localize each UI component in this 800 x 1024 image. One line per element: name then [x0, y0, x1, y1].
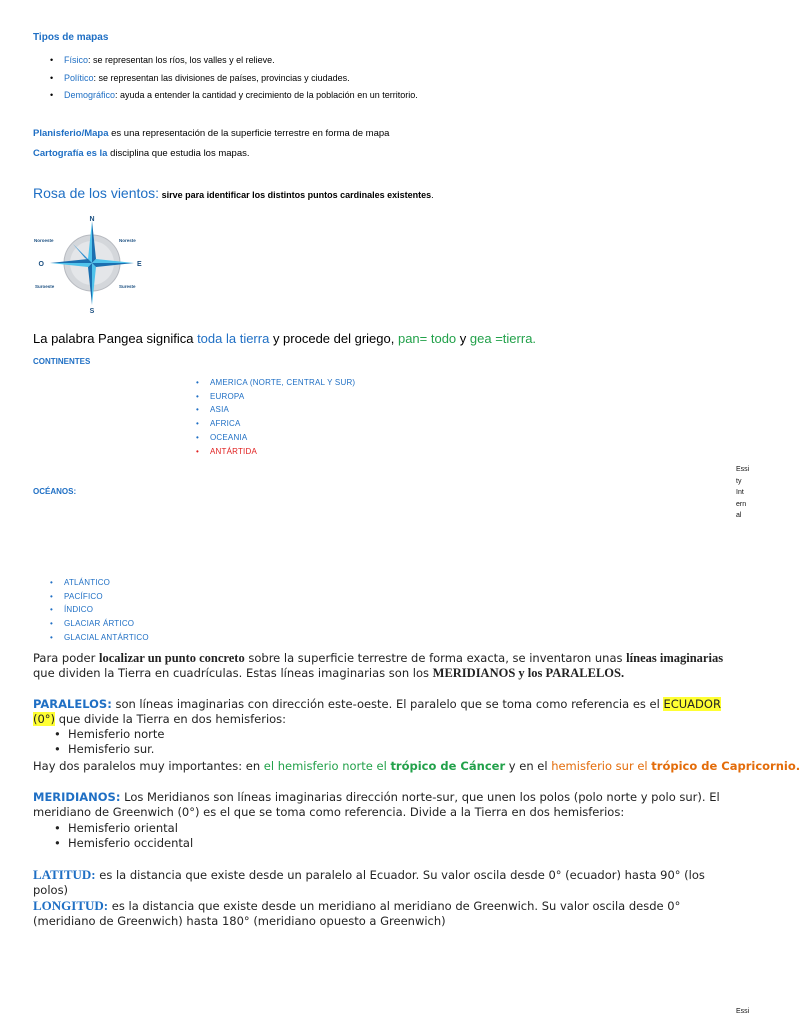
longitud-paragraph: LONGITUD: es la distancia que existe desde un meridiano al meridiano de Greenwich. Su valor oscila desde 0° (meridiano de Greenwich) hasta 180° (meridiano opuesto a Greenwich) — [33, 898, 681, 928]
watermark-bottom: Essi — [736, 1008, 750, 1015]
tipos-list — [46, 52, 418, 105]
compass-se-label: Sureste — [119, 284, 136, 289]
list-item: • AFRICA — [192, 417, 355, 431]
list-item: • GLACIAL ANTÁRTICO — [46, 631, 149, 645]
compass-e-label: E — [137, 261, 142, 268]
tipos-title: Tipos de mapas — [33, 32, 109, 43]
continentes-title: CONTINENTES — [33, 357, 91, 366]
compass-so-label: Suroeste — [35, 284, 55, 289]
paralelos-paragraph: PARALELOS: son líneas imaginarias con dirección este-oeste. El paralelo que se toma como referencia es el ECUADOR (0°) que divide la Tierra en dos hemisferios: — [33, 697, 721, 726]
list-item: • AMERICA (NORTE, CENTRAL Y SUR) — [192, 376, 355, 390]
list-item: • Político: se representan las divisiones de países, provincias y ciudades. — [46, 70, 418, 88]
ecuador-highlight: ECUADOR (0°) — [33, 697, 721, 726]
intro-paragraph: Para poder localizar un punto concreto sobre la superficie terrestre de forma exacta, se inventaron unas líneas imaginarias que dividen la Tierra en cuadrículas. Estas líneas imaginarias son los MERIDIANOS y los PARALELOS. — [33, 651, 724, 680]
rosa-heading: Rosa de los vientos: sirve para identificar los distintos puntos cardinales existentes. — [33, 185, 434, 201]
list-item: • Demográfico: ayuda a entender la cantidad y crecimiento de la población en un territorio. — [46, 87, 418, 105]
latitud-paragraph: LATITUD: es la distancia que existe desde un paralelo al Ecuador. Su valor oscila desde 0° (ecuador) hasta 90° (los polos) — [33, 867, 705, 897]
cartografia-line: Cartografía es la disciplina que estudia los mapas. — [33, 148, 250, 159]
compass-ne-label: Noreste — [119, 238, 136, 243]
continentes-list — [192, 376, 355, 458]
list-item: • ASIA — [192, 403, 355, 417]
list-item: • ATLÁNTICO — [46, 576, 149, 590]
list-item: • Hemisferio oriental — [50, 821, 193, 836]
list-item: • Hemisferio norte — [50, 727, 165, 742]
list-item: • GLACIAR ÁRTICO — [46, 617, 149, 631]
list-item: • EUROPA — [192, 390, 355, 404]
list-item: • Hemisferio sur. — [50, 742, 165, 757]
compass-rose-icon — [33, 212, 145, 314]
watermark: Essi ty Int ern al — [736, 466, 750, 519]
paralelos-list — [50, 727, 165, 757]
planisferio-line: Planisferio/Mapa es una representación de la superficie terrestre en forma de mapa — [33, 128, 390, 139]
list-item: • Hemisferio occidental — [50, 836, 193, 851]
list-item: • ÍNDICO — [46, 603, 149, 617]
compass-no-label: Noroeste — [34, 238, 54, 243]
list-item: • OCEANIA — [192, 431, 355, 445]
compass-n-label: N — [89, 216, 95, 223]
list-item: • ANTÁRTIDA — [192, 445, 355, 459]
pangea-sentence: La palabra Pangea significa toda la tierra y procede del griego, pan= todo y gea =tierra. — [33, 331, 537, 346]
list-item: • Físico: se representan los ríos, los valles y el relieve. — [46, 52, 418, 70]
compass-o-label: O — [38, 261, 44, 268]
meridianos-paragraph: MERIDIANOS: Los Meridianos son líneas imaginarias dirección norte-sur, que unen los polos (polo norte y polo sur). El meridiano de Greenwich (0°) es el que se toma como referencia. Divide a la Tierra en dos hemisferios: — [33, 790, 720, 819]
list-item: • PACÍFICO — [46, 590, 149, 604]
tropicos-line: Hay dos paralelos muy importantes: en el hemisferio norte el trópico de Cáncer y en el hemisferio sur el trópico de Capricornio. — [33, 759, 800, 773]
compass-rose-image — [33, 212, 145, 314]
oceanos-list — [46, 576, 149, 645]
compass-s-label: S — [89, 308, 95, 315]
meridianos-list — [50, 821, 193, 851]
oceanos-title: OCÉANOS: — [33, 487, 77, 496]
